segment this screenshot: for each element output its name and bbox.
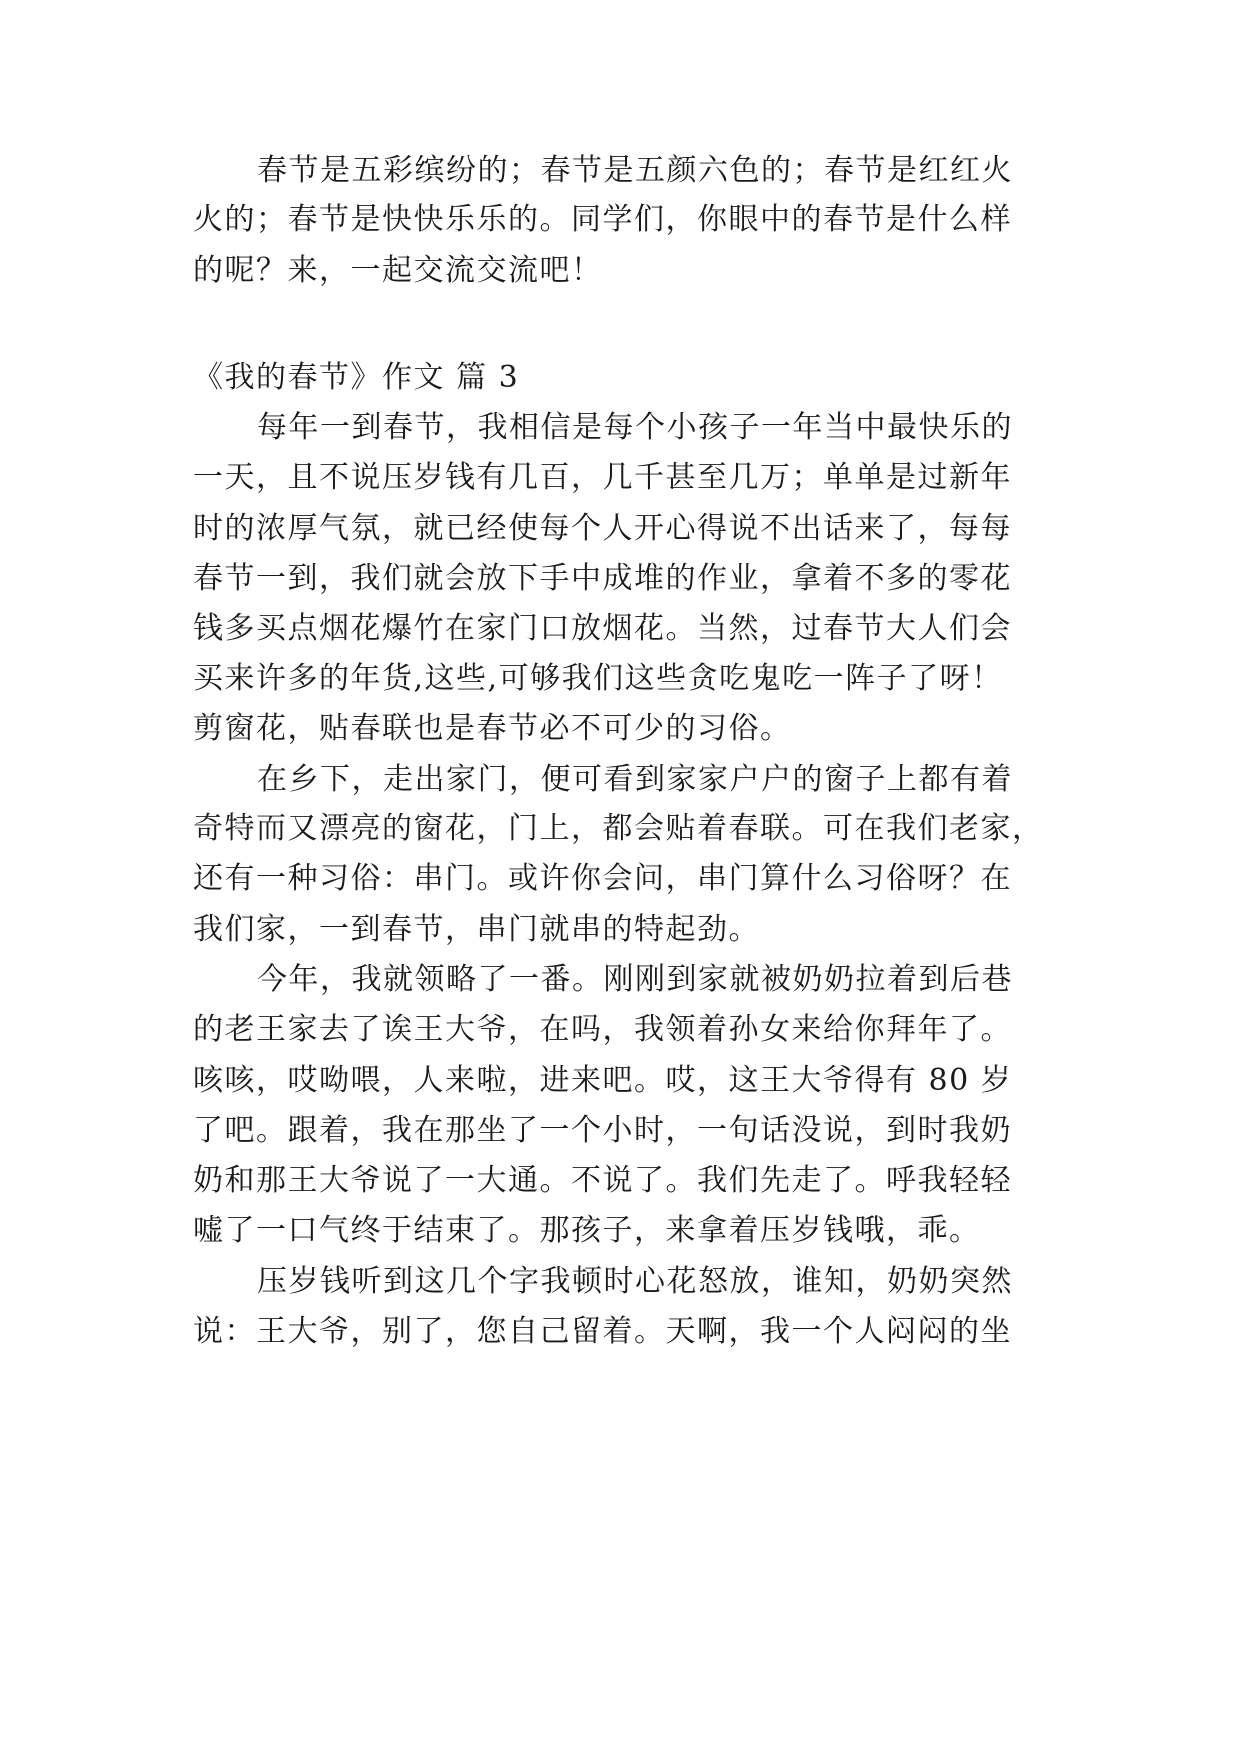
text-line: 的呢？来，一起交流交流吧！: [193, 253, 603, 288]
text-line: 火的；春节是快快乐乐的。同学们，你眼中的春节是什么样: [193, 202, 1012, 237]
text-line: 今年，我就领略了一番。刚刚到家就被奶奶拉着到后巷: [257, 962, 1013, 997]
text-line: 了吧。跟着，我在那坐了一个小时，一句话没说，到时我奶: [193, 1113, 1012, 1148]
text-line: 的老王家去了诶王大爷，在吗，我领着孙女来给你拜年了。: [193, 1012, 1012, 1047]
text-line: 春节一到，我们就会放下手中成堆的作业，拿着不多的零花: [193, 561, 1012, 596]
text-line: 春节是五彩缤纷的；春节是五颜六色的；春节是红红火: [257, 153, 1013, 188]
text-line: 咳咳，哎呦喂，人来啦，进来吧。哎，这王大爷得有 80 岁: [193, 1063, 1013, 1098]
text-line: 奇特而又漂亮的窗花，门上，都会贴着春联。可在我们老家，: [193, 811, 1044, 846]
text-line: 买来许多的年货,这些,可够我们这些贪吃鬼吃一阵子了呀！: [193, 661, 1003, 696]
text-line: 在乡下，走出家门，便可看到家家户户的窗子上都有着: [257, 762, 1013, 797]
text-line: 我们家，一到春节，串门就串的特起劲。: [193, 912, 760, 947]
text-line: 钱多买点烟花爆竹在家门口放烟花。当然，过春节大人们会: [193, 611, 1012, 646]
text-line: 时的浓厚气氛，就已经使每个人开心得说不出话来了，每每: [193, 511, 1012, 546]
text-line: 压岁钱听到这几个字我顿时心花怒放，谁知，奶奶突然: [257, 1264, 1013, 1299]
section-heading: 《我的春节》作文 篇 3: [193, 360, 520, 395]
text-line: 剪窗花，贴春联也是春节必不可少的习俗。: [193, 711, 792, 746]
text-line: 还有一种习俗：串门。或许你会问，串门算什么习俗呀？在: [193, 861, 1012, 896]
text-line: 说：王大爷，别了，您自己留着。天啊，我一个人闷闷的坐: [193, 1314, 1012, 1349]
text-line: 嘘了一口气终于结束了。那孩子，来拿着压岁钱哦，乖。: [193, 1213, 981, 1248]
text-line: 每年一到春节，我相信是每个小孩子一年当中最快乐的: [257, 410, 1013, 445]
text-line: 一天，且不说压岁钱有几百，几千甚至几万；单单是过新年: [193, 460, 1012, 495]
text-line: 奶和那王大爷说了一大通。不说了。我们先走了。呼我轻轻: [193, 1163, 1012, 1198]
